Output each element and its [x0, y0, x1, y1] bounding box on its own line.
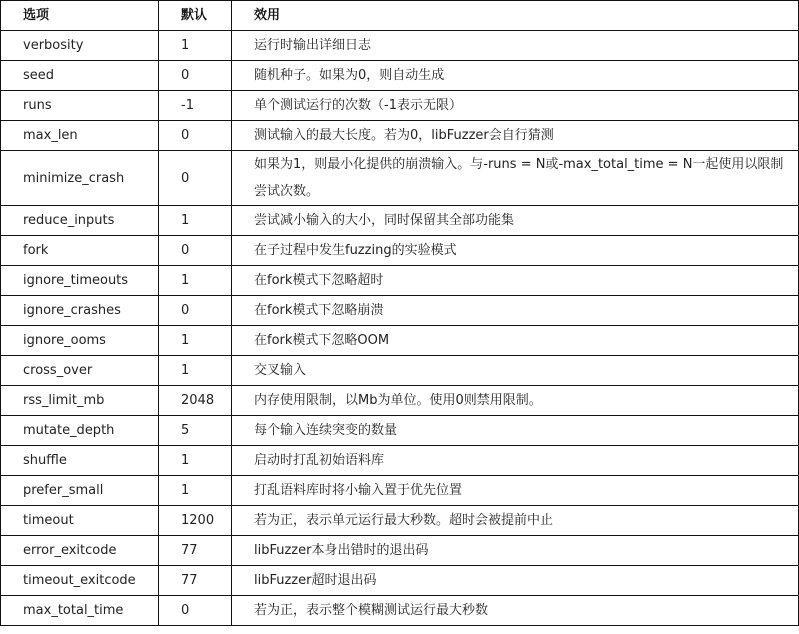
table-row — [1, 236, 799, 266]
table-header-row — [1, 1, 799, 31]
table-row — [1, 416, 799, 446]
option-name: rss_limit_mb — [1, 386, 159, 416]
table-row — [1, 206, 799, 236]
option-name: ignore_ooms — [1, 326, 159, 356]
option-default: 77 — [159, 566, 232, 596]
option-name: fork — [1, 236, 159, 266]
option-default: 0 — [159, 121, 232, 151]
table-row — [1, 596, 799, 626]
option-default: 0 — [159, 236, 232, 266]
option-default: -1 — [159, 91, 232, 121]
option-effect: libFuzzer本身出错时的退出码 — [232, 536, 799, 566]
header-option: 选项 — [1, 1, 159, 31]
option-effect: 交叉输入 — [232, 356, 799, 386]
option-effect: 若为正，表示整个模糊测试运行最大秒数 — [232, 596, 799, 626]
option-default: 1 — [159, 266, 232, 296]
table-row — [1, 91, 799, 121]
option-name: ignore_crashes — [1, 296, 159, 326]
option-name: verbosity — [1, 31, 159, 61]
table-row — [1, 476, 799, 506]
table-row — [1, 506, 799, 536]
option-name: seed — [1, 61, 159, 91]
option-default: 0 — [159, 296, 232, 326]
header-effect: 效用 — [232, 1, 799, 31]
table-row — [1, 326, 799, 356]
option-default: 1200 — [159, 506, 232, 536]
option-effect: 打乱语料库时将小输入置于优先位置 — [232, 476, 799, 506]
option-name: max_total_time — [1, 596, 159, 626]
option-effect: 在fork模式下忽略崩溃 — [232, 296, 799, 326]
table-row — [1, 31, 799, 61]
option-effect: 每个输入连续突变的数量 — [232, 416, 799, 446]
option-effect: 若为正，表示单元运行最大秒数。超时会被提前中止 — [232, 506, 799, 536]
table-row — [1, 356, 799, 386]
option-default: 5 — [159, 416, 232, 446]
option-name: timeout_exitcode — [1, 566, 159, 596]
option-name: max_len — [1, 121, 159, 151]
option-effect: 随机种子。如果为0，则自动生成 — [232, 61, 799, 91]
header-default: 默认 — [159, 1, 232, 31]
option-effect: 在fork模式下忽略OOM — [232, 326, 799, 356]
option-default: 77 — [159, 536, 232, 566]
table-row — [1, 536, 799, 566]
option-effect: 单个测试运行的次数（-1表示无限） — [232, 91, 799, 121]
option-name: cross_over — [1, 356, 159, 386]
option-effect: 运行时输出详细日志 — [232, 31, 799, 61]
option-name: error_exitcode — [1, 536, 159, 566]
option-effect: 内存使用限制，以Mb为单位。使用0则禁用限制。 — [232, 386, 799, 416]
table-row — [1, 121, 799, 151]
option-name: reduce_inputs — [1, 206, 159, 236]
option-effect: libFuzzer超时退出码 — [232, 566, 799, 596]
option-name: ignore_timeouts — [1, 266, 159, 296]
option-name: timeout — [1, 506, 159, 536]
table-row — [1, 61, 799, 91]
option-name: prefer_small — [1, 476, 159, 506]
table-row — [1, 566, 799, 596]
option-default: 1 — [159, 476, 232, 506]
option-default: 0 — [159, 596, 232, 626]
table-row — [1, 446, 799, 476]
option-effect: 测试输入的最大长度。若为0，libFuzzer会自行猜测 — [232, 121, 799, 151]
table-row — [1, 296, 799, 326]
option-effect: 尝试减小输入的大小，同时保留其全部功能集 — [232, 206, 799, 236]
option-default: 2048 — [159, 386, 232, 416]
table-row — [1, 386, 799, 416]
option-effect: 启动时打乱初始语料库 — [232, 446, 799, 476]
option-default: 1 — [159, 31, 232, 61]
option-effect: 在fork模式下忽略超时 — [232, 266, 799, 296]
table-row — [1, 151, 799, 206]
option-name: shuffle — [1, 446, 159, 476]
option-effect: 在子过程中发生fuzzing的实验模式 — [232, 236, 799, 266]
option-default: 1 — [159, 356, 232, 386]
option-name: minimize_crash — [1, 151, 159, 206]
option-name: mutate_depth — [1, 416, 159, 446]
table-row — [1, 266, 799, 296]
option-default: 1 — [159, 206, 232, 236]
option-name: runs — [1, 91, 159, 121]
option-default: 0 — [159, 151, 232, 206]
option-default: 1 — [159, 326, 232, 356]
option-effect: 如果为1，则最小化提供的崩溃输入。与-runs = N或-max_total_time = N一起使用以限制尝试次数。 — [232, 151, 799, 206]
option-default: 0 — [159, 61, 232, 91]
option-default: 1 — [159, 446, 232, 476]
